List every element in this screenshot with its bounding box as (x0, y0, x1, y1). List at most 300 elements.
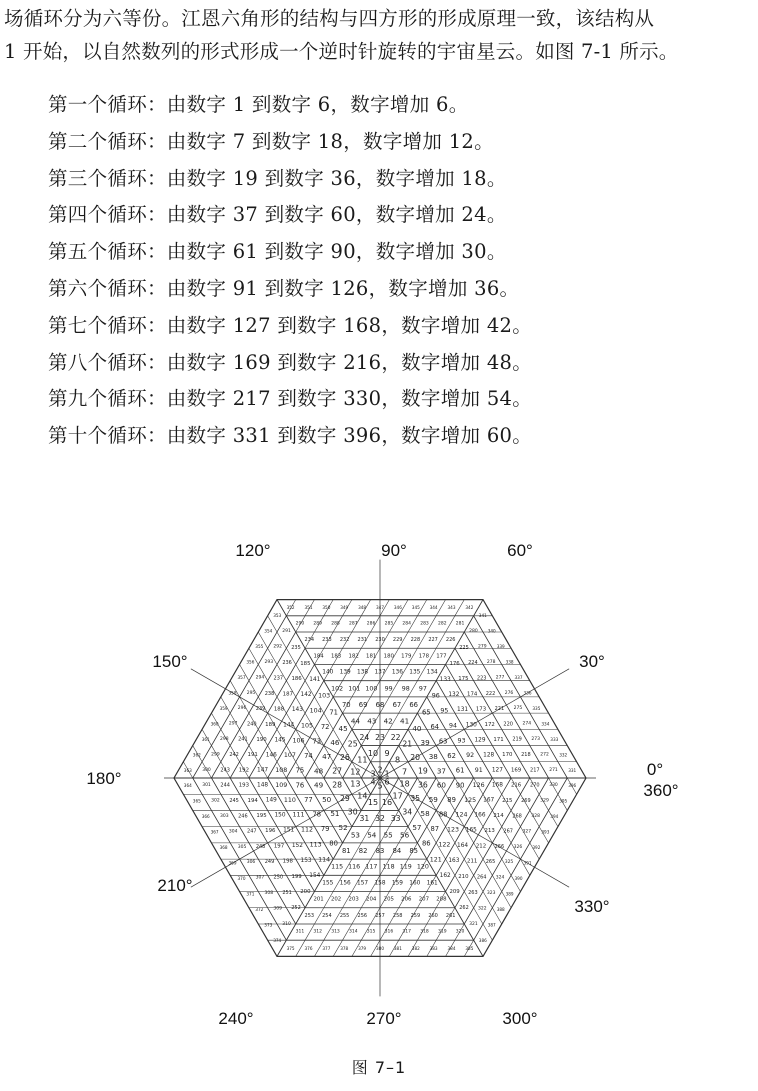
cell-number: 227 (428, 637, 438, 644)
cell-number: 219 (512, 736, 522, 743)
cell-number: 225 (459, 644, 469, 651)
cell-number: 159 (391, 880, 403, 887)
cell-number: 390 (514, 876, 523, 882)
cell-number: 127 (491, 767, 503, 774)
cell-number: 47 (322, 752, 332, 762)
cell-number: 12 (350, 767, 361, 777)
cell-number: 62 (447, 752, 456, 761)
cell-number: 121 (429, 856, 442, 864)
cycle-item-10: 第十个循环：由数字 331 到数字 396，数字增加 60。 (48, 424, 533, 448)
cell-number: 3 (370, 769, 376, 779)
cell-number: 226 (445, 637, 456, 644)
cell-number: 68 (375, 701, 385, 709)
cell-number: 286 (366, 621, 376, 627)
cell-number: 192 (238, 767, 250, 774)
cell-number: 262 (459, 905, 469, 912)
cell-number: 194 (247, 797, 258, 804)
cell-number: 312 (313, 929, 322, 935)
cell-number: 105 (300, 722, 314, 730)
cell-number: 341 (478, 612, 487, 618)
cell-number: 205 (383, 896, 394, 903)
cell-number: 285 (384, 621, 394, 627)
cell-number: 184 (313, 653, 324, 660)
cell-number: 365 (192, 798, 201, 804)
cell-number: 320 (455, 929, 465, 935)
cycle-item-6: 第六个循环：由数字 91 到数字 126，数字增加 36。 (48, 276, 520, 300)
cell-divider (455, 600, 464, 616)
cell-number: 119 (399, 863, 412, 871)
cell-number: 323 (486, 891, 496, 897)
cell-number: 151 (283, 827, 295, 834)
cell-number: 75 (295, 766, 305, 775)
cell-number: 69 (358, 701, 368, 709)
cycle-item-4: 第四个循环：由数字 37 到数字 60，数字增加 24。 (48, 203, 507, 227)
cell-number: 92 (466, 752, 475, 760)
cell-number: 102 (331, 685, 344, 693)
cell-number: 197 (273, 843, 285, 850)
cell-number: 229 (392, 637, 403, 644)
cell-number: 57 (412, 823, 422, 833)
angle-label-0: 0° (646, 760, 664, 779)
cell-number: 333 (550, 736, 559, 742)
cell-number: 258 (392, 912, 403, 919)
cell-number: 94 (448, 722, 458, 730)
cell-number: 374 (273, 938, 282, 944)
angle-label-90: 90° (381, 541, 407, 560)
cell-number: 25 (347, 739, 358, 749)
cell-number: 217 (530, 767, 540, 774)
cell-number: 278 (486, 659, 496, 665)
cell-number: 131 (457, 707, 469, 714)
cell-number: 52 (338, 823, 348, 833)
cell-number: 61 (455, 766, 465, 775)
cell-number: 344 (429, 605, 438, 611)
cell-number: 87 (430, 825, 440, 834)
angle-label-300: 300° (502, 1009, 538, 1028)
cell-number: 328 (531, 814, 540, 819)
cell-number: 347 (376, 605, 384, 611)
cell-number: 179 (401, 653, 412, 660)
cell-number: 395 (559, 798, 568, 804)
cell-number: 241 (238, 736, 248, 743)
vertex-spoke (380, 778, 486, 956)
cell-number: 74 (304, 752, 313, 761)
cell-number: 379 (358, 945, 367, 951)
cell-number: 132 (448, 692, 460, 699)
cell-number: 153 (300, 857, 312, 864)
cell-number: 85 (409, 847, 419, 855)
cell-number: 309 (273, 906, 282, 912)
cell-number: 230 (375, 637, 385, 644)
cell-number: 270 (530, 782, 540, 789)
cell-number: 283 (420, 621, 429, 627)
cell-number: 326 (513, 844, 523, 850)
cell-number: 122 (438, 841, 451, 849)
cell-number: 275 (513, 706, 523, 712)
cell-number: 315 (366, 929, 376, 935)
cell-number: 360 (210, 721, 219, 727)
cell-number: 256 (357, 912, 368, 919)
cell-number: 138 (357, 669, 369, 676)
cell-number: 253 (304, 912, 315, 919)
cycle-item-5: 第五个循环：由数字 61 到数字 90，数字增加 30。 (48, 240, 507, 264)
cell-number: 23 (375, 733, 385, 742)
cell-number: 152 (291, 842, 303, 849)
cell-number: 331 (568, 767, 577, 773)
cell-number: 55 (383, 830, 393, 840)
cell-number: 110 (283, 796, 296, 804)
cell-number: 109 (275, 781, 288, 789)
cell-number: 396 (568, 783, 577, 789)
cell-number: 211 (467, 858, 478, 865)
cell-number: 330 (549, 783, 558, 789)
cell-number: 300 (202, 767, 211, 773)
angle-label-30: 30° (579, 652, 605, 671)
cell-number: 371 (246, 891, 255, 897)
cell-number: 357 (237, 674, 246, 680)
cell-number: 383 (429, 945, 438, 951)
cell-number: 128 (483, 752, 495, 759)
cell-number: 202 (330, 896, 342, 903)
cell-number: 297 (228, 721, 238, 727)
cell-number: 4 (370, 777, 376, 787)
cell-number: 33 (390, 814, 401, 823)
cell-number: 41 (400, 716, 410, 726)
cell-number: 16 (381, 797, 393, 807)
cell-number: 255 (339, 912, 350, 919)
cell-number: 142 (300, 692, 312, 699)
cell-number: 382 (411, 945, 420, 951)
cell-number: 368 (219, 845, 228, 851)
cell-number: 224 (468, 660, 478, 667)
cell-number: 117 (365, 863, 378, 871)
cell-number: 97 (418, 685, 427, 693)
cell-number: 189 (265, 721, 276, 728)
cell-number: 190 (256, 737, 267, 743)
cell-number: 178 (418, 653, 430, 660)
cell-number: 81 (341, 847, 351, 855)
cell-number: 44 (350, 716, 360, 726)
cell-number: 325 (504, 860, 514, 866)
cell-number: 182 (348, 653, 359, 660)
cell-number: 185 (300, 661, 311, 667)
cell-number: 280 (469, 629, 478, 635)
cell-number: 215 (502, 797, 513, 804)
cell-number: 180 (383, 653, 394, 660)
cell-number: 288 (331, 621, 340, 627)
cell-number: 377 (322, 945, 331, 951)
cell-number: 354 (264, 628, 273, 634)
cell-number: 133 (439, 677, 451, 684)
cell-number: 149 (265, 797, 277, 804)
cell-number: 317 (402, 929, 411, 935)
cell-number: 56 (400, 830, 410, 840)
cell-number: 155 (322, 880, 334, 887)
cell-number: 58 (420, 809, 430, 818)
cell-number: 191 (247, 752, 258, 759)
cell-number: 188 (273, 706, 285, 713)
cell-number: 70 (341, 701, 351, 709)
cell-number: 166 (474, 812, 486, 819)
angle-label-120: 120° (235, 541, 271, 560)
cell-number: 338 (505, 659, 514, 665)
cell-number: 175 (458, 676, 469, 683)
cell-number: 71 (329, 708, 339, 717)
cell-number: 381 (393, 945, 402, 951)
cell-number: 214 (493, 813, 504, 819)
cell-number: 38 (428, 752, 438, 762)
cell-number: 220 (503, 721, 513, 728)
cell-number: 37 (436, 766, 446, 776)
cell-number: 350 (322, 605, 331, 611)
cell-number: 206 (401, 896, 412, 903)
cell-number: 321 (469, 921, 478, 927)
cell-number: 13 (350, 779, 361, 789)
cycle-item-2: 第二个循环：由数字 7 到数字 18，数字增加 12。 (48, 129, 494, 153)
cell-number: 319 (438, 929, 447, 935)
cell-number: 48 (314, 766, 324, 776)
cell-number: 15 (367, 797, 379, 807)
cell-number: 342 (465, 605, 474, 611)
cell-number: 66 (409, 701, 419, 709)
cell-number: 147 (257, 767, 269, 774)
cell-number: 272 (540, 752, 549, 758)
cell-number: 146 (265, 752, 277, 759)
cell-number: 375 (286, 945, 295, 951)
cell-number: 76 (295, 781, 305, 790)
cell-number: 36 (418, 780, 428, 790)
cell-number: 306 (246, 860, 256, 866)
cell-number: 366 (201, 814, 210, 820)
cell-number: 11 (357, 755, 368, 765)
cell-number: 193 (238, 782, 250, 789)
cell-number: 89 (447, 795, 456, 804)
cell-number: 86 (421, 839, 431, 848)
cell-number: 129 (474, 737, 486, 744)
cell-number: 201 (313, 896, 324, 903)
cell-number: 91 (474, 767, 483, 775)
cell-number: 393 (541, 829, 550, 835)
cell-number: 391 (523, 860, 532, 866)
cell-number: 20 (410, 753, 420, 763)
intro-line-2: 1 开始，以自然数列的形式形成一个逆时针旋转的宇宙星云。如图 7-1 所示。 (4, 40, 679, 63)
cell-number: 27 (332, 766, 342, 776)
cell-number: 103 (318, 692, 331, 700)
cell-number: 35 (410, 793, 420, 803)
cell-number: 332 (559, 752, 568, 758)
cell-number: 373 (264, 922, 273, 928)
cell-number: 249 (264, 859, 275, 866)
cell-number: 384 (447, 945, 456, 951)
cell-number: 14 (357, 791, 368, 801)
cell-number: 392 (532, 845, 541, 851)
cell-number: 139 (339, 669, 351, 676)
cell-number: 307 (255, 875, 265, 881)
cell-number: 10 (367, 749, 379, 759)
cell-number: 187 (282, 691, 293, 698)
angle-label-270: 270° (366, 1009, 402, 1028)
cell-number: 140 (322, 669, 334, 676)
cell-number: 337 (514, 674, 523, 680)
cell-number: 199 (291, 873, 302, 880)
cell-number: 123 (446, 826, 460, 834)
cell-number: 212 (475, 843, 487, 850)
cell-number: 238 (264, 690, 275, 697)
cell-number: 281 (455, 621, 465, 627)
cell-number: 183 (330, 653, 342, 660)
cell-number: 90 (455, 781, 465, 790)
cell-number: 264 (476, 874, 487, 881)
cell-number: 67 (392, 701, 402, 709)
cell-number: 28 (332, 780, 342, 790)
cell-number: 63 (438, 737, 448, 746)
cell-number: 207 (418, 896, 430, 903)
cell-number: 389 (505, 891, 514, 897)
cycle-item-1: 第一个循环：由数字 1 到数字 6，数字增加 6。 (48, 93, 469, 116)
cell-number: 353 (273, 612, 282, 618)
cell-number: 82 (358, 847, 368, 855)
cell-number: 60 (436, 780, 446, 790)
cell-number: 359 (219, 705, 228, 711)
cell-number: 222 (485, 690, 496, 697)
angle-label-240: 240° (218, 1009, 254, 1028)
cell-number: 267 (503, 828, 513, 835)
cell-number: 385 (465, 945, 474, 951)
cell-number: 169 (510, 767, 522, 774)
cell-number: 98 (401, 685, 410, 693)
cell-number: 237 (273, 675, 284, 682)
cell-number: 340 (487, 628, 496, 634)
cell-number: 80 (329, 839, 338, 848)
cell-number: 108 (275, 767, 288, 775)
cell-number: 170 (502, 752, 513, 759)
cell-number: 301 (202, 783, 211, 789)
cell-number: 231 (357, 637, 368, 644)
cell-number: 233 (322, 637, 332, 644)
cell-number: 324 (495, 875, 505, 881)
cell-number: 361 (201, 736, 210, 742)
cell-number: 252 (291, 905, 301, 912)
cycle-item-8: 第八个循环：由数字 169 到数字 216，数字增加 48。 (48, 350, 533, 374)
cell-number: 279 (478, 644, 487, 650)
cell-number: 295 (246, 690, 256, 696)
cell-number: 380 (376, 945, 384, 951)
cell-number: 240 (247, 721, 257, 728)
cell-number: 246 (238, 813, 248, 820)
cell-number: 339 (496, 643, 505, 649)
cell-number: 200 (300, 889, 311, 895)
cell-number: 251 (282, 889, 292, 896)
cell-number: 302 (211, 798, 220, 804)
cell-number: 18 (399, 779, 410, 789)
cell-number: 259 (410, 912, 421, 919)
cell-number: 165 (465, 827, 477, 834)
cell-number: 310 (282, 921, 291, 927)
cell-number: 83 (375, 847, 385, 855)
cell-number: 239 (255, 706, 266, 713)
cell-number: 248 (255, 843, 266, 850)
cell-number: 173 (475, 706, 487, 713)
cell-number: 363 (183, 767, 192, 773)
cell-number: 164 (457, 842, 469, 849)
cell-number: 30 (347, 807, 358, 817)
cell-number: 334 (541, 721, 550, 727)
cell-number: 367 (210, 829, 219, 835)
cell-number: 174 (467, 691, 478, 698)
cell-number: 101 (348, 685, 361, 693)
cell-number: 29 (340, 793, 350, 803)
cell-number: 137 (374, 669, 386, 676)
angle-label-180: 180° (86, 769, 122, 788)
cell-number: 181 (366, 653, 377, 660)
cell-number: 386 (478, 938, 487, 944)
cell-number: 247 (247, 828, 257, 835)
cell-number: 195 (256, 813, 267, 819)
cell-number: 305 (237, 844, 247, 850)
cell-number: 266 (494, 843, 505, 850)
cell-number: 31 (359, 814, 370, 823)
cell-number: 293 (264, 659, 274, 665)
cell-number: 17 (392, 791, 403, 801)
cell-number: 329 (540, 798, 549, 804)
cell-number: 2 (377, 765, 383, 775)
cell-number: 257 (375, 912, 385, 919)
cell-number: 296 (237, 706, 247, 712)
cell-number: 106 (292, 737, 305, 745)
cell-number: 116 (348, 863, 361, 871)
cell-number: 95 (440, 707, 449, 715)
cell-number: 8 (395, 755, 401, 765)
cell-number: 96 (431, 692, 440, 700)
cell-number: 42 (383, 716, 393, 726)
cell-number: 24 (359, 733, 370, 742)
cell-number: 64 (430, 722, 440, 731)
cell-number: 290 (295, 621, 305, 627)
cycle-item-9: 第九个循环：由数字 217 到数字 330，数字增加 54。 (48, 387, 533, 411)
cell-number: 243 (220, 767, 230, 774)
cell-number: 167 (483, 797, 495, 804)
angle-label-360: 360° (643, 781, 679, 800)
cell-number: 287 (349, 621, 358, 627)
cell-number: 78 (312, 810, 322, 819)
cell-number: 362 (192, 752, 201, 758)
cell-number: 5 (377, 781, 383, 791)
cell-number: 245 (229, 798, 239, 804)
cell-number: 39 (420, 738, 430, 747)
cell-number: 45 (338, 723, 348, 733)
cell-number: 9 (384, 749, 390, 759)
cell-number: 72 (320, 722, 330, 731)
cell-number: 292 (273, 644, 282, 650)
cell-number: 372 (255, 907, 264, 913)
cell-number: 104 (309, 707, 322, 715)
cell-number: 124 (455, 811, 468, 819)
cell-number: 73 (312, 737, 322, 746)
cell-number: 145 (274, 737, 286, 744)
cell-number: 274 (522, 721, 532, 727)
cell-number: 260 (428, 912, 438, 919)
cell-number: 130 (465, 722, 477, 729)
cell-number: 34 (402, 807, 413, 817)
cell-number: 349 (340, 605, 349, 611)
cell-number: 335 (532, 705, 541, 711)
cell-number: 316 (384, 929, 394, 935)
cell-number: 276 (504, 690, 514, 696)
cell-number: 271 (549, 767, 558, 773)
cell-number: 134 (426, 669, 438, 676)
cell-number: 46 (330, 738, 340, 747)
figure-caption: 图 7–1 (351, 1058, 407, 1077)
